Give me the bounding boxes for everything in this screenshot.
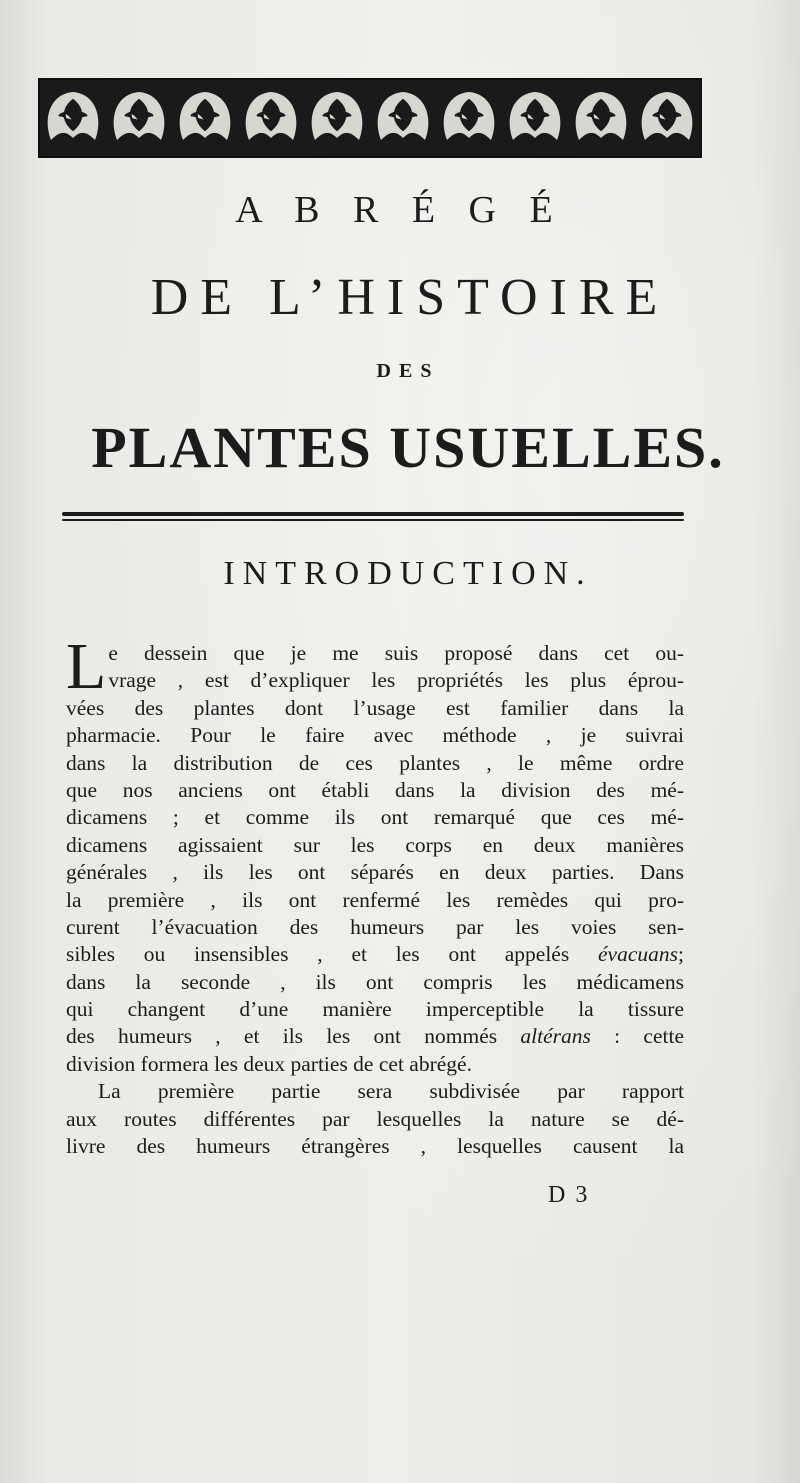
divider-rule-thin <box>62 519 684 521</box>
text-line: dans la distribution de ces plantes , le même ordre <box>66 750 684 775</box>
signature-mark: D 3 <box>548 1182 590 1208</box>
title-histoire: DE L’HISTOIRE <box>150 269 670 326</box>
ornament-motif <box>642 92 693 140</box>
italic-term: évacuans <box>598 942 679 967</box>
text-line: qui changent d’une manière imperceptible la tissure <box>66 997 684 1022</box>
text-line: dicamens agissaient sur les corps en deux manières <box>66 832 684 857</box>
drop-cap: L <box>66 630 107 703</box>
text-line: dans la seconde , ils ont compris les médicamens <box>66 969 684 994</box>
text-line: vées des plantes dont l’usage est familier dans la <box>66 695 684 720</box>
text-line: que nos anciens ont établi dans la division des mé- <box>66 777 684 802</box>
italic-term: altérans <box>520 1024 591 1049</box>
text-line: vrage , est d’expliquer les propriétés les plus éprou- <box>108 668 684 693</box>
text-line: curent l’évacuation des humeurs par les voies sen- <box>66 914 684 939</box>
text-line: générales , ils les ont séparés en deux parties. Dans <box>66 860 684 885</box>
text-line: livre des humeurs étrangères , lesquelles causent la <box>66 1134 684 1159</box>
ornament-motif <box>246 92 297 140</box>
text-line: des humeurs , et ils les ont nommés altérans : cette <box>66 1024 684 1049</box>
text-line: dicamens ; et comme ils ont remarqué que ces mé- <box>66 805 684 830</box>
title-plantes-usuelles: PLANTES USUELLES. <box>91 415 725 480</box>
text-line: La première partie sera subdivisée par rapport <box>98 1079 684 1104</box>
decorative-header-band <box>38 78 702 158</box>
ornament-motif <box>576 92 627 140</box>
ornament-motif <box>444 92 495 140</box>
ornament-motif <box>48 92 99 140</box>
ornament-motif <box>378 92 429 140</box>
ornament-motif <box>180 92 231 140</box>
divider-rule <box>62 512 684 516</box>
ornament-motif <box>114 92 165 140</box>
text-line: la première , ils ont renfermé les remèdes qui pro- <box>66 887 684 912</box>
text-line: aux routes différentes par lesquelles la nature se dé- <box>66 1106 684 1131</box>
ornament-motif <box>312 92 363 140</box>
text-line: pharmacie. Pour le faire avec méthode , je suivrai <box>66 723 684 748</box>
ornament-motif <box>510 92 561 140</box>
text-line: e dessein que je me suis proposé dans cet ou- <box>108 641 684 665</box>
text-line: sibles ou insensibles , et les ont appelés évacuans; <box>66 942 684 967</box>
body-text <box>66 630 684 1160</box>
title-abrege: A B R É G É <box>235 189 565 231</box>
title-des: DES <box>376 360 440 382</box>
text-line: division formera les deux parties de cet abrégé. <box>66 1051 472 1076</box>
section-title: INTRODUCTION. <box>223 555 593 592</box>
